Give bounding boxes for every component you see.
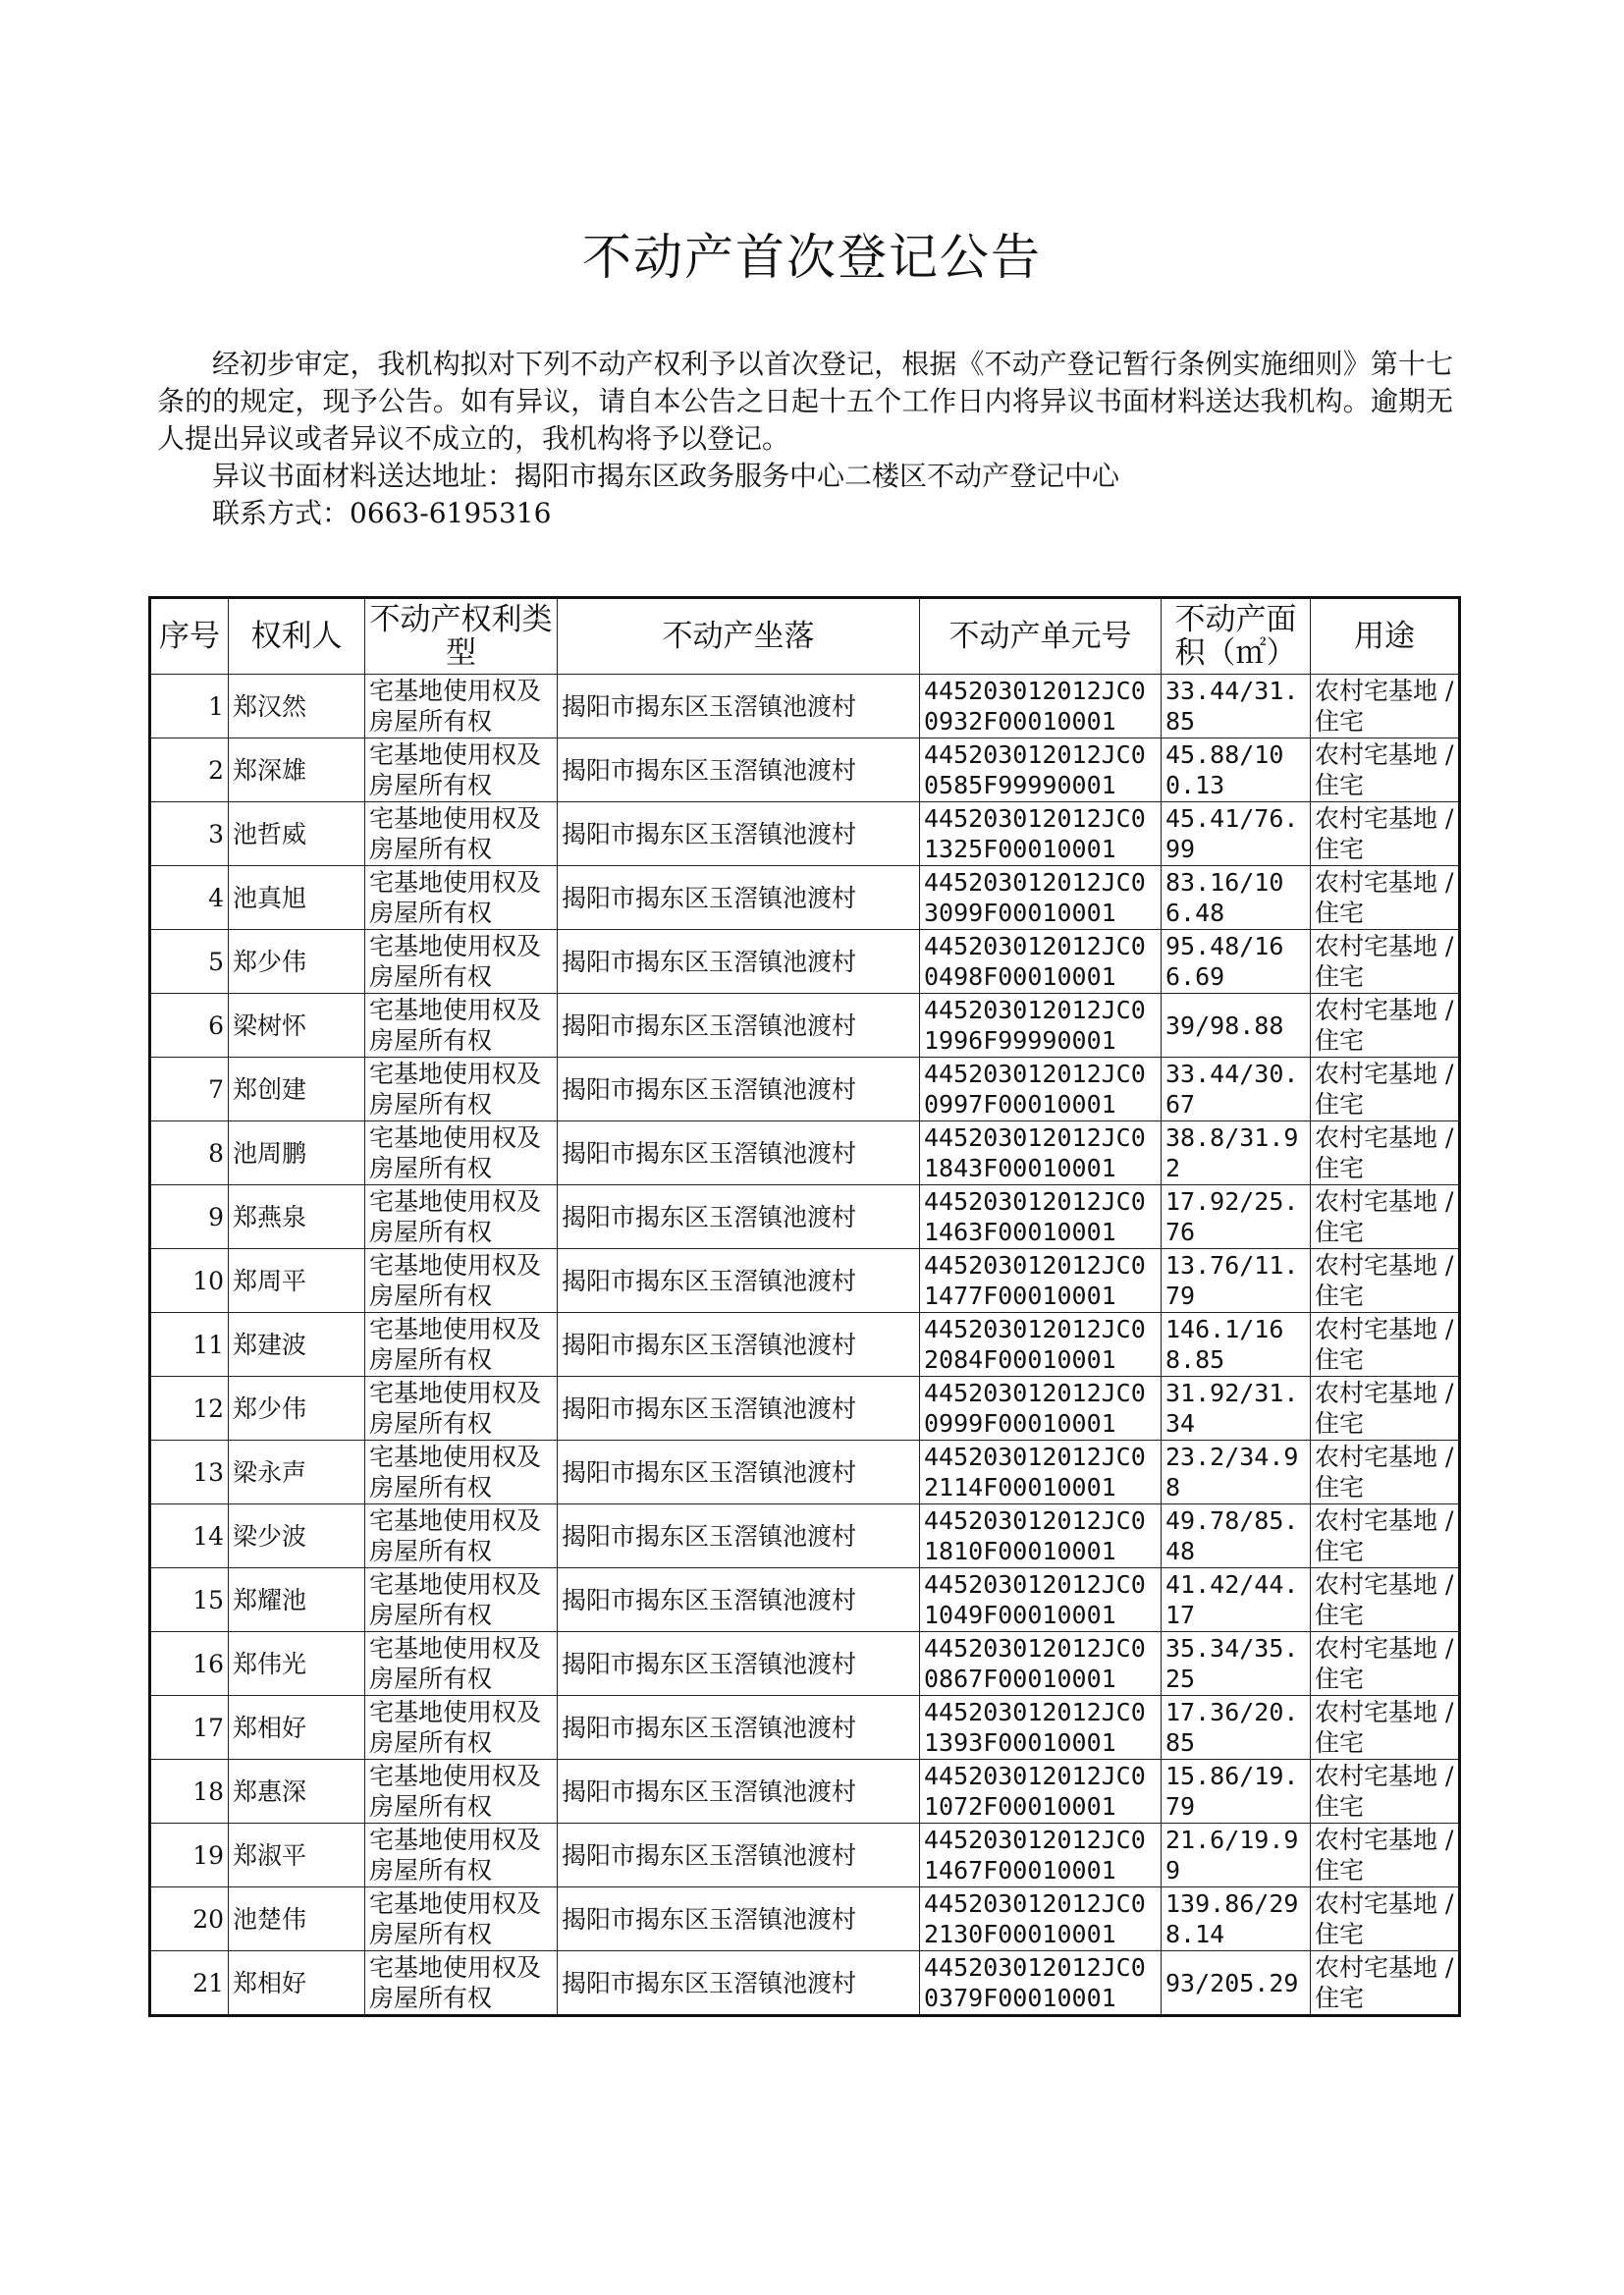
row-right-type-cell: 宅基地使用权及房屋所有权	[365, 1058, 558, 1121]
row-location-cell: 揭阳市揭东区玉滘镇池渡村	[558, 1632, 920, 1696]
row-owner-cell: 郑汉然	[229, 675, 365, 738]
row-location-cell: 揭阳市揭东区玉滘镇池渡村	[558, 738, 920, 802]
row-location-cell: 揭阳市揭东区玉滘镇池渡村	[558, 1185, 920, 1249]
row-area-cell: 39/98.88	[1162, 994, 1311, 1058]
row-location-cell: 揭阳市揭东区玉滘镇池渡村	[558, 675, 920, 738]
row-unit-no-cell: 445203012012JC01463F00010001	[920, 1185, 1162, 1249]
registration-table	[148, 596, 1461, 2017]
row-use-cell: 农村宅基地 / 住宅	[1311, 1951, 1460, 2016]
row-owner-cell: 郑深雄	[229, 738, 365, 802]
page-title: 不动产首次登记公告	[582, 229, 1042, 286]
table-row	[150, 1696, 1460, 1760]
table-row	[150, 1887, 1460, 1951]
row-use-cell: 农村宅基地 / 住宅	[1311, 1121, 1460, 1185]
row-unit-no-cell: 445203012012JC01325F00010001	[920, 802, 1162, 866]
table-row	[150, 1504, 1460, 1568]
row-location-cell: 揭阳市揭东区玉滘镇池渡村	[558, 1058, 920, 1121]
row-unit-no-cell: 445203012012JC00932F00010001	[920, 675, 1162, 738]
row-unit-no-cell: 445203012012JC00997F00010001	[920, 1058, 1162, 1121]
row-area-cell: 17.36/20.85	[1162, 1696, 1311, 1760]
row-right-type-cell: 宅基地使用权及房屋所有权	[365, 1249, 558, 1313]
intro-paragraph: 经初步审定，我机构拟对下列不动产权利予以首次登记，根据《不动产登记暂行条例实施细则》第十七条的的规定，现予公告。如有异议，请自本公告之日起十五个工作日内将异议书面材料送达我机构。逾期无人提出异议或者异议不成立的，我机构将予以登记。	[157, 348, 1453, 455]
row-right-type-cell: 宅基地使用权及房屋所有权	[365, 1185, 558, 1249]
table-row	[150, 1313, 1460, 1377]
row-owner-cell: 郑少伟	[229, 930, 365, 994]
row-right-type-cell: 宅基地使用权及房屋所有权	[365, 1504, 558, 1568]
row-seq-cell: 6	[150, 994, 229, 1058]
row-area-cell: 38.8/31.92	[1162, 1121, 1311, 1185]
row-right-type-cell: 宅基地使用权及房屋所有权	[365, 802, 558, 866]
row-location-cell: 揭阳市揭东区玉滘镇池渡村	[558, 1951, 920, 2016]
row-area-cell: 33.44/30.67	[1162, 1058, 1311, 1121]
row-use-cell: 农村宅基地 / 住宅	[1311, 1824, 1460, 1887]
row-unit-no-cell: 445203012012JC02114F00010001	[920, 1441, 1162, 1504]
table-row	[150, 1568, 1460, 1632]
header-location: 不动产坐落	[558, 598, 920, 675]
row-right-type-cell: 宅基地使用权及房屋所有权	[365, 1121, 558, 1185]
row-seq-cell: 9	[150, 1185, 229, 1249]
row-area-cell: 95.48/166.69	[1162, 930, 1311, 994]
row-use-cell: 农村宅基地 / 住宅	[1311, 1313, 1460, 1377]
table-row	[150, 994, 1460, 1058]
row-right-type-cell: 宅基地使用权及房屋所有权	[365, 1568, 558, 1632]
row-use-cell: 农村宅基地 / 住宅	[1311, 802, 1460, 866]
row-location-cell: 揭阳市揭东区玉滘镇池渡村	[558, 802, 920, 866]
row-seq-cell: 1	[150, 675, 229, 738]
row-right-type-cell: 宅基地使用权及房屋所有权	[365, 1824, 558, 1887]
row-owner-cell: 郑周平	[229, 1249, 365, 1313]
row-use-cell: 农村宅基地 / 住宅	[1311, 1696, 1460, 1760]
row-area-cell: 15.86/19.79	[1162, 1760, 1311, 1824]
row-right-type-cell: 宅基地使用权及房屋所有权	[365, 866, 558, 930]
row-location-cell: 揭阳市揭东区玉滘镇池渡村	[558, 1760, 920, 1824]
row-area-cell: 49.78/85.48	[1162, 1504, 1311, 1568]
row-unit-no-cell: 445203012012JC00498F00010001	[920, 930, 1162, 994]
row-use-cell: 农村宅基地 / 住宅	[1311, 1441, 1460, 1504]
row-unit-no-cell: 445203012012JC00867F00010001	[920, 1632, 1162, 1696]
row-right-type-cell: 宅基地使用权及房屋所有权	[365, 1313, 558, 1377]
row-area-cell: 21.6/19.99	[1162, 1824, 1311, 1887]
row-unit-no-cell: 445203012012JC03099F00010001	[920, 866, 1162, 930]
row-use-cell: 农村宅基地 / 住宅	[1311, 1887, 1460, 1951]
row-owner-cell: 郑惠深	[229, 1760, 365, 1824]
row-owner-cell: 池哲威	[229, 802, 365, 866]
row-location-cell: 揭阳市揭东区玉滘镇池渡村	[558, 1568, 920, 1632]
row-seq-cell: 17	[150, 1696, 229, 1760]
row-right-type-cell: 宅基地使用权及房屋所有权	[365, 1760, 558, 1824]
table-row	[150, 930, 1460, 994]
row-use-cell: 农村宅基地 / 住宅	[1311, 994, 1460, 1058]
row-area-cell: 13.76/11.79	[1162, 1249, 1311, 1313]
row-area-cell: 35.34/35.25	[1162, 1632, 1311, 1696]
row-location-cell: 揭阳市揭东区玉滘镇池渡村	[558, 1441, 920, 1504]
row-owner-cell: 梁树怀	[229, 994, 365, 1058]
table-header-row	[150, 598, 1460, 675]
table-row	[150, 1058, 1460, 1121]
row-seq-cell: 2	[150, 738, 229, 802]
table-row	[150, 1632, 1460, 1696]
row-use-cell: 农村宅基地 / 住宅	[1311, 866, 1460, 930]
row-use-cell: 农村宅基地 / 住宅	[1311, 1377, 1460, 1441]
row-use-cell: 农村宅基地 / 住宅	[1311, 1632, 1460, 1696]
row-owner-cell: 郑耀池	[229, 1568, 365, 1632]
row-owner-cell: 池周鹏	[229, 1121, 365, 1185]
row-owner-cell: 郑淑平	[229, 1824, 365, 1887]
table-row	[150, 1121, 1460, 1185]
row-right-type-cell: 宅基地使用权及房屋所有权	[365, 930, 558, 994]
row-use-cell: 农村宅基地 / 住宅	[1311, 1568, 1460, 1632]
row-right-type-cell: 宅基地使用权及房屋所有权	[365, 1441, 558, 1504]
intro-text	[157, 346, 1453, 532]
row-area-cell: 45.88/100.13	[1162, 738, 1311, 802]
table-row	[150, 1377, 1460, 1441]
row-right-type-cell: 宅基地使用权及房屋所有权	[365, 738, 558, 802]
row-location-cell: 揭阳市揭东区玉滘镇池渡村	[558, 1696, 920, 1760]
table-row	[150, 1760, 1460, 1824]
row-seq-cell: 14	[150, 1504, 229, 1568]
row-unit-no-cell: 445203012012JC00999F00010001	[920, 1377, 1162, 1441]
row-unit-no-cell: 445203012012JC01810F00010001	[920, 1504, 1162, 1568]
header-owner: 权利人	[229, 598, 365, 675]
header-use: 用途	[1311, 598, 1460, 675]
row-use-cell: 农村宅基地 / 住宅	[1311, 1760, 1460, 1824]
row-seq-cell: 12	[150, 1377, 229, 1441]
header-unit-no: 不动产单元号	[920, 598, 1162, 675]
header-area: 不动产面积（㎡）	[1162, 598, 1311, 675]
row-use-cell: 农村宅基地 / 住宅	[1311, 930, 1460, 994]
header-right-type: 不动产权利类型	[365, 598, 558, 675]
row-unit-no-cell: 445203012012JC00585F99990001	[920, 738, 1162, 802]
row-use-cell: 农村宅基地 / 住宅	[1311, 1058, 1460, 1121]
row-seq-cell: 13	[150, 1441, 229, 1504]
row-unit-no-cell: 445203012012JC01049F00010001	[920, 1568, 1162, 1632]
header-seq: 序号	[150, 598, 229, 675]
row-unit-no-cell: 445203012012JC01477F00010001	[920, 1249, 1162, 1313]
row-seq-cell: 21	[150, 1951, 229, 2016]
row-seq-cell: 10	[150, 1249, 229, 1313]
row-owner-cell: 郑伟光	[229, 1632, 365, 1696]
table-row	[150, 1951, 1460, 2016]
row-location-cell: 揭阳市揭东区玉滘镇池渡村	[558, 1121, 920, 1185]
row-use-cell: 农村宅基地 / 住宅	[1311, 1185, 1460, 1249]
row-unit-no-cell: 445203012012JC00379F00010001	[920, 1951, 1162, 2016]
row-area-cell: 23.2/34.98	[1162, 1441, 1311, 1504]
row-seq-cell: 18	[150, 1760, 229, 1824]
row-owner-cell: 池真旭	[229, 866, 365, 930]
row-right-type-cell: 宅基地使用权及房屋所有权	[365, 675, 558, 738]
row-location-cell: 揭阳市揭东区玉滘镇池渡村	[558, 994, 920, 1058]
row-owner-cell: 池楚伟	[229, 1887, 365, 1951]
row-area-cell: 41.42/44.17	[1162, 1568, 1311, 1632]
row-owner-cell: 郑建波	[229, 1313, 365, 1377]
table-row	[150, 1185, 1460, 1249]
row-unit-no-cell: 445203012012JC02130F00010001	[920, 1887, 1162, 1951]
row-location-cell: 揭阳市揭东区玉滘镇池渡村	[558, 1887, 920, 1951]
row-seq-cell: 8	[150, 1121, 229, 1185]
row-right-type-cell: 宅基地使用权及房屋所有权	[365, 1632, 558, 1696]
row-right-type-cell: 宅基地使用权及房屋所有权	[365, 1887, 558, 1951]
row-unit-no-cell: 445203012012JC01843F00010001	[920, 1121, 1162, 1185]
row-unit-no-cell: 445203012012JC01996F99990001	[920, 994, 1162, 1058]
row-location-cell: 揭阳市揭东区玉滘镇池渡村	[558, 866, 920, 930]
table-body	[150, 675, 1460, 2016]
row-use-cell: 农村宅基地 / 住宅	[1311, 675, 1460, 738]
row-seq-cell: 11	[150, 1313, 229, 1377]
row-location-cell: 揭阳市揭东区玉滘镇池渡村	[558, 1504, 920, 1568]
row-unit-no-cell: 445203012012JC01467F00010001	[920, 1824, 1162, 1887]
row-seq-cell: 5	[150, 930, 229, 994]
row-seq-cell: 7	[150, 1058, 229, 1121]
row-use-cell: 农村宅基地 / 住宅	[1311, 1249, 1460, 1313]
table-row	[150, 675, 1460, 738]
row-seq-cell: 20	[150, 1887, 229, 1951]
table-row	[150, 1249, 1460, 1313]
row-location-cell: 揭阳市揭东区玉滘镇池渡村	[558, 930, 920, 994]
row-seq-cell: 16	[150, 1632, 229, 1696]
row-area-cell: 93/205.29	[1162, 1951, 1311, 2016]
row-location-cell: 揭阳市揭东区玉滘镇池渡村	[558, 1249, 920, 1313]
row-seq-cell: 19	[150, 1824, 229, 1887]
row-location-cell: 揭阳市揭东区玉滘镇池渡村	[558, 1377, 920, 1441]
row-area-cell: 83.16/106.48	[1162, 866, 1311, 930]
row-area-cell: 31.92/31.34	[1162, 1377, 1311, 1441]
table-row	[150, 866, 1460, 930]
table-row	[150, 1824, 1460, 1887]
row-area-cell: 17.92/25.76	[1162, 1185, 1311, 1249]
row-right-type-cell: 宅基地使用权及房屋所有权	[365, 1951, 558, 2016]
table-row	[150, 802, 1460, 866]
row-seq-cell: 4	[150, 866, 229, 930]
row-area-cell: 45.41/76.99	[1162, 802, 1311, 866]
table-row	[150, 1441, 1460, 1504]
row-seq-cell: 3	[150, 802, 229, 866]
row-owner-cell: 郑相好	[229, 1951, 365, 2016]
row-owner-cell: 梁少波	[229, 1504, 365, 1568]
row-unit-no-cell: 445203012012JC02084F00010001	[920, 1313, 1162, 1377]
row-location-cell: 揭阳市揭东区玉滘镇池渡村	[558, 1824, 920, 1887]
row-seq-cell: 15	[150, 1568, 229, 1632]
row-unit-no-cell: 445203012012JC01393F00010001	[920, 1696, 1162, 1760]
row-owner-cell: 郑相好	[229, 1696, 365, 1760]
row-right-type-cell: 宅基地使用权及房屋所有权	[365, 1377, 558, 1441]
row-owner-cell: 梁永声	[229, 1441, 365, 1504]
objection-address: 异议书面材料送达地址：揭阳市揭东区政务服务中心二楼区不动产登记中心	[212, 460, 1120, 492]
row-area-cell: 139.86/298.14	[1162, 1887, 1311, 1951]
row-owner-cell: 郑少伟	[229, 1377, 365, 1441]
contact-info: 联系方式：0663-6195316	[212, 497, 552, 529]
row-use-cell: 农村宅基地 / 住宅	[1311, 738, 1460, 802]
row-right-type-cell: 宅基地使用权及房屋所有权	[365, 1696, 558, 1760]
row-owner-cell: 郑创建	[229, 1058, 365, 1121]
row-area-cell: 33.44/31.85	[1162, 675, 1311, 738]
row-owner-cell: 郑燕泉	[229, 1185, 365, 1249]
row-right-type-cell: 宅基地使用权及房屋所有权	[365, 994, 558, 1058]
table-row	[150, 738, 1460, 802]
row-use-cell: 农村宅基地 / 住宅	[1311, 1504, 1460, 1568]
row-area-cell: 146.1/168.85	[1162, 1313, 1311, 1377]
row-location-cell: 揭阳市揭东区玉滘镇池渡村	[558, 1313, 920, 1377]
row-unit-no-cell: 445203012012JC01072F00010001	[920, 1760, 1162, 1824]
